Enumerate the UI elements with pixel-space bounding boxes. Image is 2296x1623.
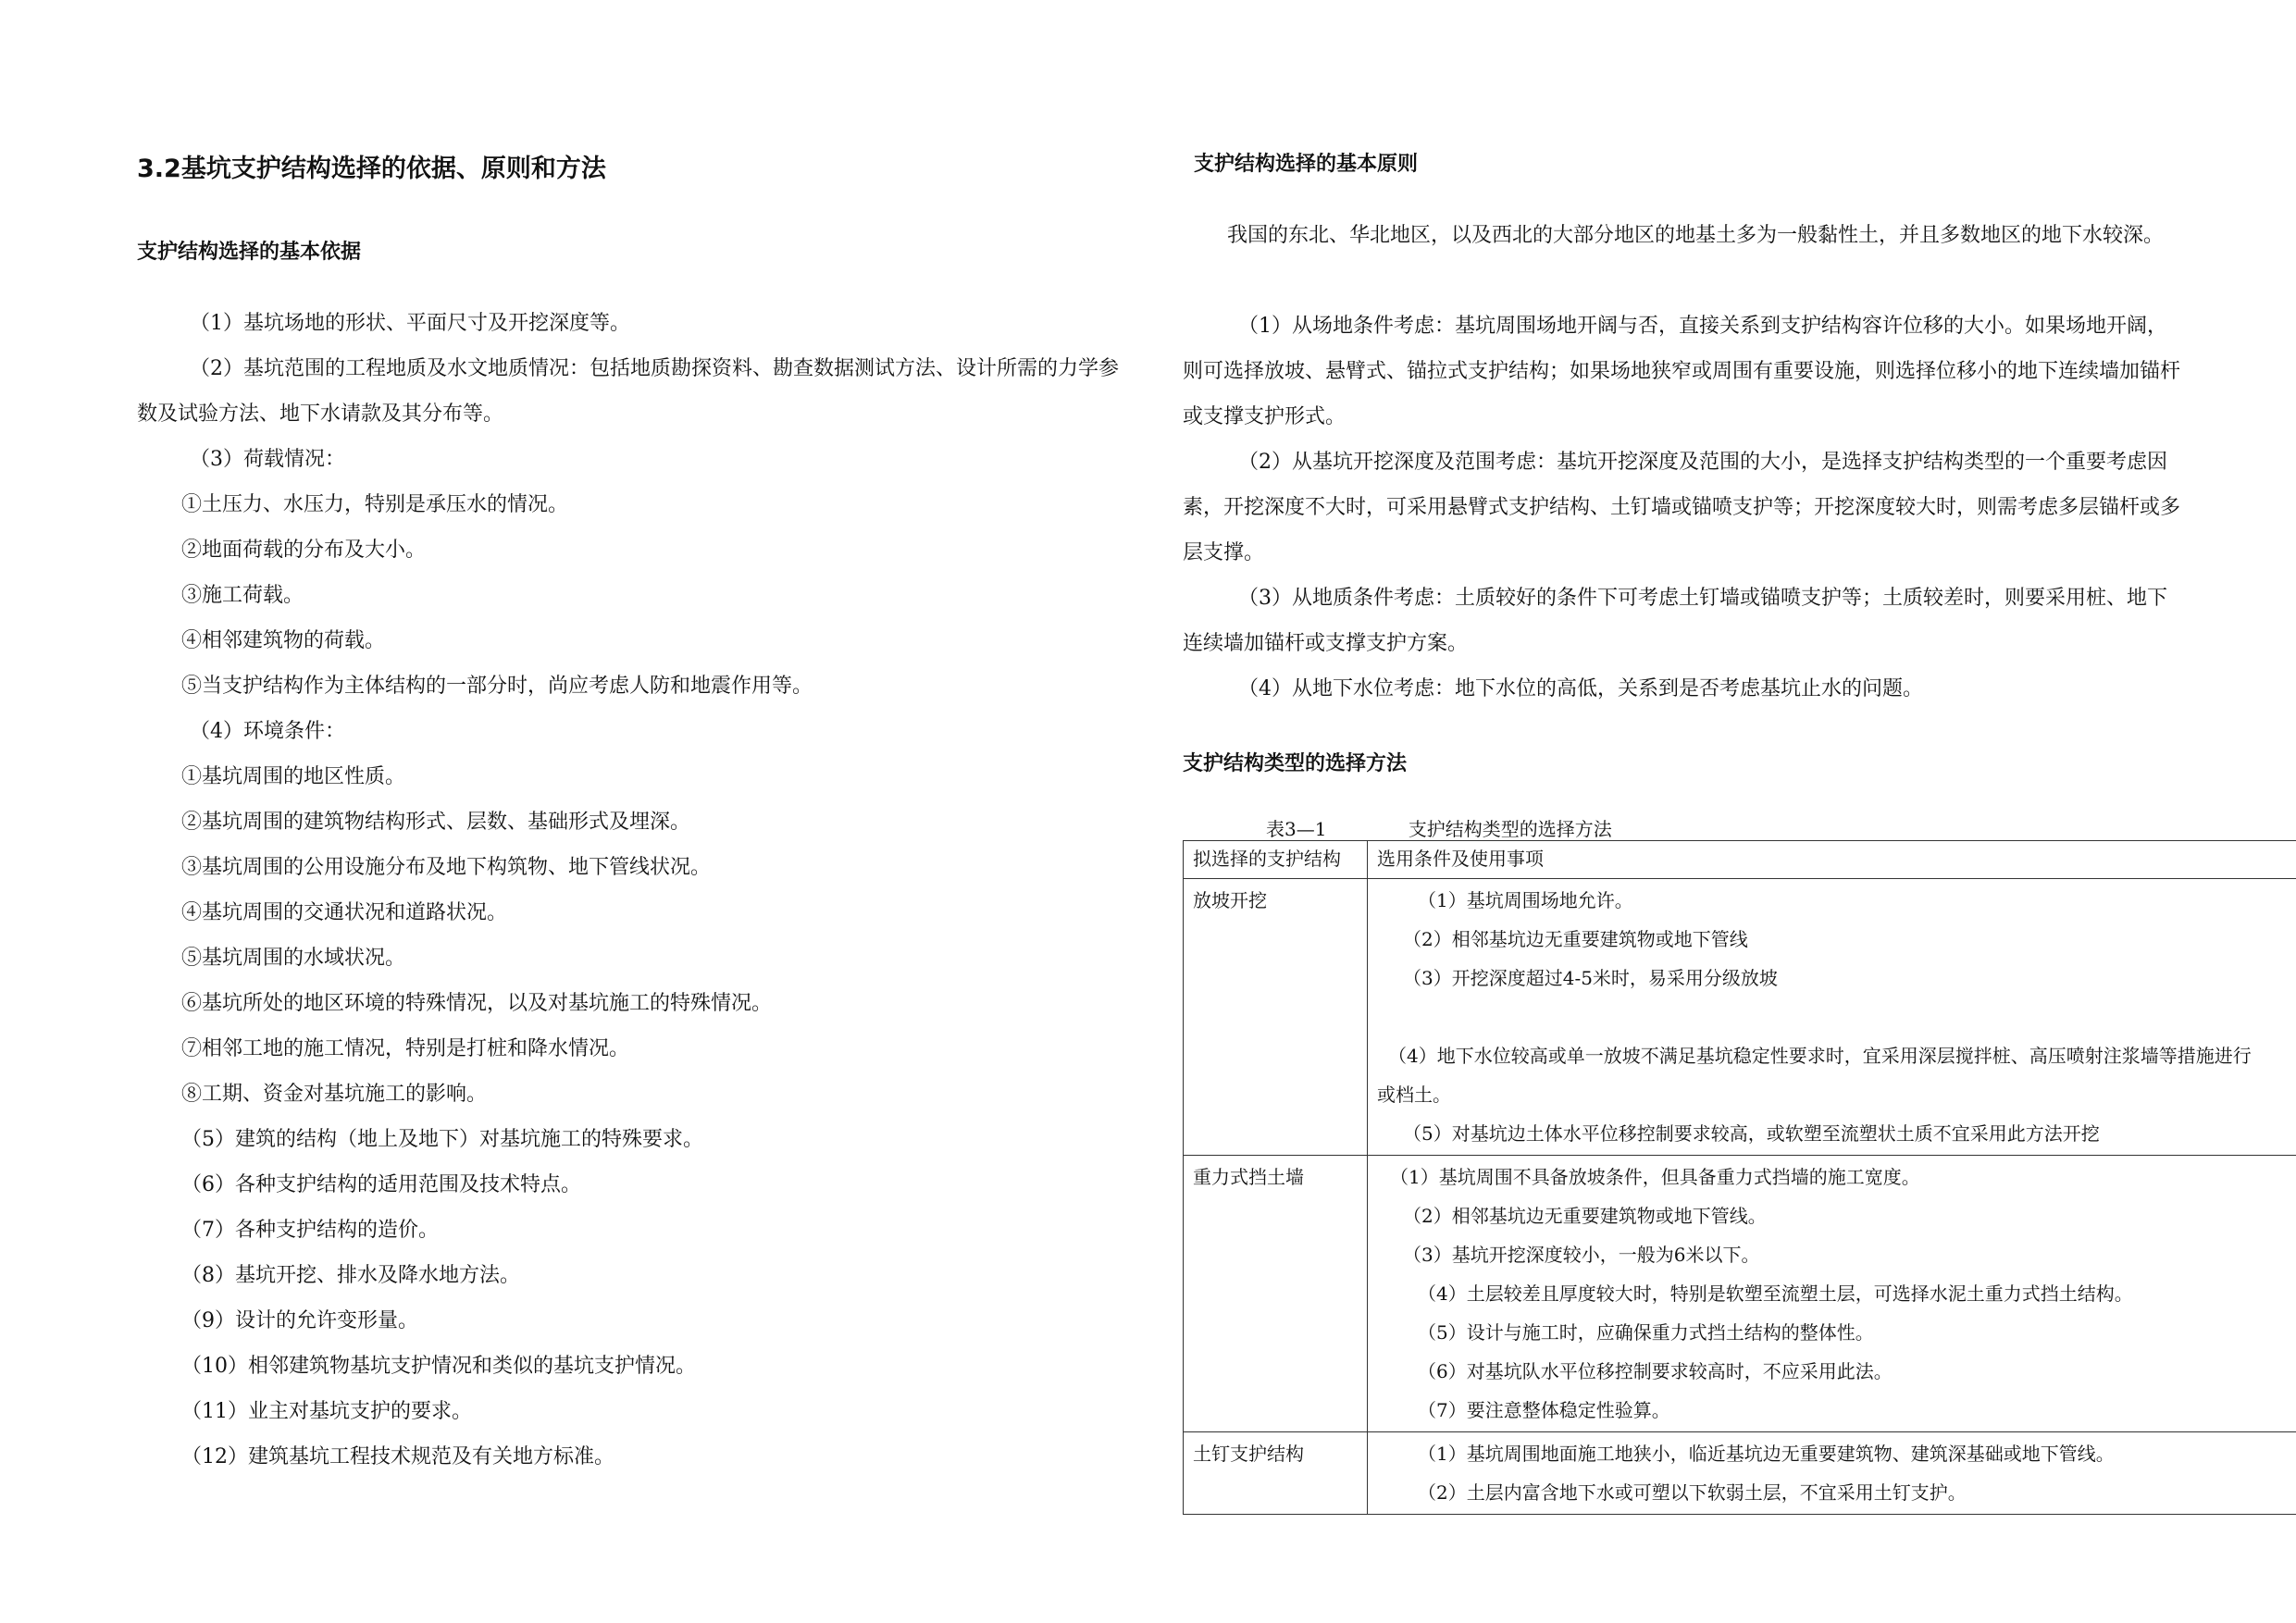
list-item: （1）基坑场地的形状、平面尺寸及开挖深度等。: [190, 312, 630, 335]
table-row: [1184, 879, 2296, 1156]
structure-type: 重力式挡土墙: [1193, 1166, 1304, 1188]
principle-paragraph: （1）从场地条件考虑：基坑周围场地开阔与否，直接关系到支护结构容许位移的大小。如果场地开阔，则可选择放坡、悬臂式、锚拉式支护结构；如果场地狭窄或周围有重要设施，则选择位移小的地下连续墙加锚杆或支撑支护形式。: [1183, 315, 2181, 428]
list-item: ③基坑周围的公用设施分布及地下构筑物、地下管线状况。: [181, 856, 712, 879]
list-item: ②地面荷载的分布及大小。: [181, 539, 427, 562]
list-item: ⑤当支护结构作为主体结构的一部分时，尚应考虑人防和地震作用等。: [181, 675, 813, 698]
structure-type-cell: [1184, 1432, 1368, 1515]
list-item: ③施工荷载。: [181, 584, 304, 607]
list-item: （12）建筑基坑工程技术规范及有关地方标准。: [181, 1445, 614, 1468]
condition-item: （1）基坑周围不具备放坡条件，但具备重力式挡墙的施工宽度。: [1390, 1166, 1920, 1188]
condition-item: （7）要注意整体稳定性验算。: [1418, 1399, 1670, 1421]
condition-item: （4）土层较差且厚度较大时，特别是软塑至流塑土层，可选择水泥土重力式挡土结构。: [1418, 1282, 2133, 1305]
conditions-cell: [1368, 1156, 2296, 1432]
list-item: ⑥基坑所处的地区环境的特殊情况，以及对基坑施工的特殊情况。: [181, 992, 773, 1015]
list-item: （4）环境条件：: [190, 720, 345, 743]
principle-paragraph: （4）从地下水位考虑：地下水位的高低，关系到是否考虑基坑止水的问题。: [1238, 677, 1923, 700]
list-item: ④基坑周围的交通状况和道路状况。: [181, 901, 508, 924]
principle-heading: 支护结构选择的基本原则: [1194, 153, 1419, 176]
table-row: [1184, 1432, 2296, 1515]
list-item: ⑤基坑周围的水域状况。: [181, 947, 406, 970]
conditions-cell: [1368, 879, 2296, 1156]
list-item: （3）荷载情况：: [190, 448, 345, 471]
section-title: 3.2基坑支护结构选择的依据、原则和方法: [137, 155, 606, 183]
principle-paragraph: （3）从地质条件考虑：土质较好的条件下可考虑土钉墙或锚喷支护等；土质较差时，则要采用桩、地下连续墙加锚杆或支撑支护方案。: [1183, 587, 2168, 655]
structure-type-cell: [1184, 879, 1368, 1156]
table-header-row: [1184, 841, 2296, 879]
list-item: ②基坑周围的建筑物结构形式、层数、基础形式及埋深。: [181, 811, 691, 834]
condition-item: （5）设计与施工时，应确保重力式挡土结构的整体性。: [1418, 1321, 1874, 1344]
structure-type: 土钉支护结构: [1193, 1443, 1304, 1465]
table-title: 支护结构类型的选择方法: [1408, 818, 1612, 840]
conditions-cell: [1368, 1432, 2296, 1515]
principle-intro: 我国的东北、华北地区，以及西北的大部分地区的地基土多为一般黏性土，并且多数地区的地下水较深。: [1227, 224, 2165, 247]
condition-item: （2）相邻基坑边无重要建筑物或地下管线。: [1403, 1205, 1767, 1227]
structure-type: 放坡开挖: [1193, 889, 1267, 911]
basis-list: [137, 301, 1127, 1480]
list-item: ⑦相邻工地的施工情况，特别是打桩和降水情况。: [181, 1037, 630, 1060]
blank-line: [1377, 997, 2287, 1036]
table-row: [1184, 1156, 2296, 1432]
column-header: 拟选择的支护结构: [1184, 841, 1368, 879]
list-item: （7）各种支护结构的造价。: [181, 1219, 439, 1242]
principle-paragraph: （2）从基坑开挖深度及范围考虑：基坑开挖深度及范围的大小，是选择支护结构类型的一个重要考虑因素，开挖深度不大时，可采用悬臂式支护结构、土钉墙或锚喷支护等；开挖深度较大时，则需考虑多层锚杆或多层支撑。: [1183, 451, 2181, 564]
list-item: （10）相邻建筑物基坑支护情况和类似的基坑支护情况。: [181, 1355, 696, 1378]
method-table: [1183, 840, 2296, 1515]
condition-item: （6）对基坑队水平位移控制要求较高时，不应采用此法。: [1418, 1360, 1893, 1382]
list-item: （9）设计的允许变形量。: [181, 1309, 418, 1332]
condition-item: （2）土层内富含地下水或可塑以下软弱土层，不宜采用土钉支护。: [1418, 1481, 1967, 1504]
list-item: （2）基坑范围的工程地质及水文地质情况：包括地质勘探资料、勘查数据测试方法、设计所需的力学参数及试验方法、地下水请款及其分布等。: [137, 357, 1120, 426]
condition-item: （3）开挖深度超过4-5米时，易采用分级放坡: [1403, 967, 1778, 989]
list-item: ⑧工期、资金对基坑施工的影响。: [181, 1083, 488, 1106]
condition-item: （3）基坑开挖深度较小，一般为6米以下。: [1403, 1244, 1760, 1266]
condition-item: （2）相邻基坑边无重要建筑物或地下管线: [1403, 928, 1748, 950]
list-item: （6）各种支护结构的适用范围及技术特点。: [181, 1173, 581, 1196]
column-header: 选用条件及使用事项: [1368, 841, 2296, 879]
condition-item-continued: 或档土。: [1377, 1084, 1451, 1106]
list-item: ①基坑周围的地区性质。: [181, 765, 406, 788]
list-item: ①土压力、水压力，特别是承压水的情况。: [181, 493, 569, 516]
structure-type-cell: [1184, 1156, 1368, 1432]
condition-item: （5）对基坑边土体水平位移控制要求较高，或软塑至流塑状土质不宜采用此方法开挖: [1403, 1122, 2100, 1145]
list-item: （5）建筑的结构（地上及地下）对基坑施工的特殊要求。: [181, 1128, 703, 1151]
condition-item: （1）基坑周围场地允许。: [1418, 889, 1633, 911]
table-number: 表3—1: [1266, 818, 1327, 840]
basis-heading: 支护结构选择的基本依据: [137, 241, 362, 264]
list-item: （8）基坑开挖、排水及降水地方法。: [181, 1264, 520, 1287]
list-item: ④相邻建筑物的荷载。: [181, 629, 386, 652]
list-item: （11）业主对基坑支护的要求。: [181, 1400, 472, 1423]
condition-item: （4）地下水位较高或单一放坡不满足基坑稳定性要求时，宜采用深层搅拌桩、高压喷射注浆墙等措施进行: [1388, 1045, 2252, 1067]
condition-item: （1）基坑周围地面施工地狭小，临近基坑边无重要建筑物、建筑深基础或地下管线。: [1418, 1443, 2115, 1465]
table-caption: [1266, 814, 1612, 841]
method-heading: 支护结构类型的选择方法: [1183, 752, 1408, 775]
